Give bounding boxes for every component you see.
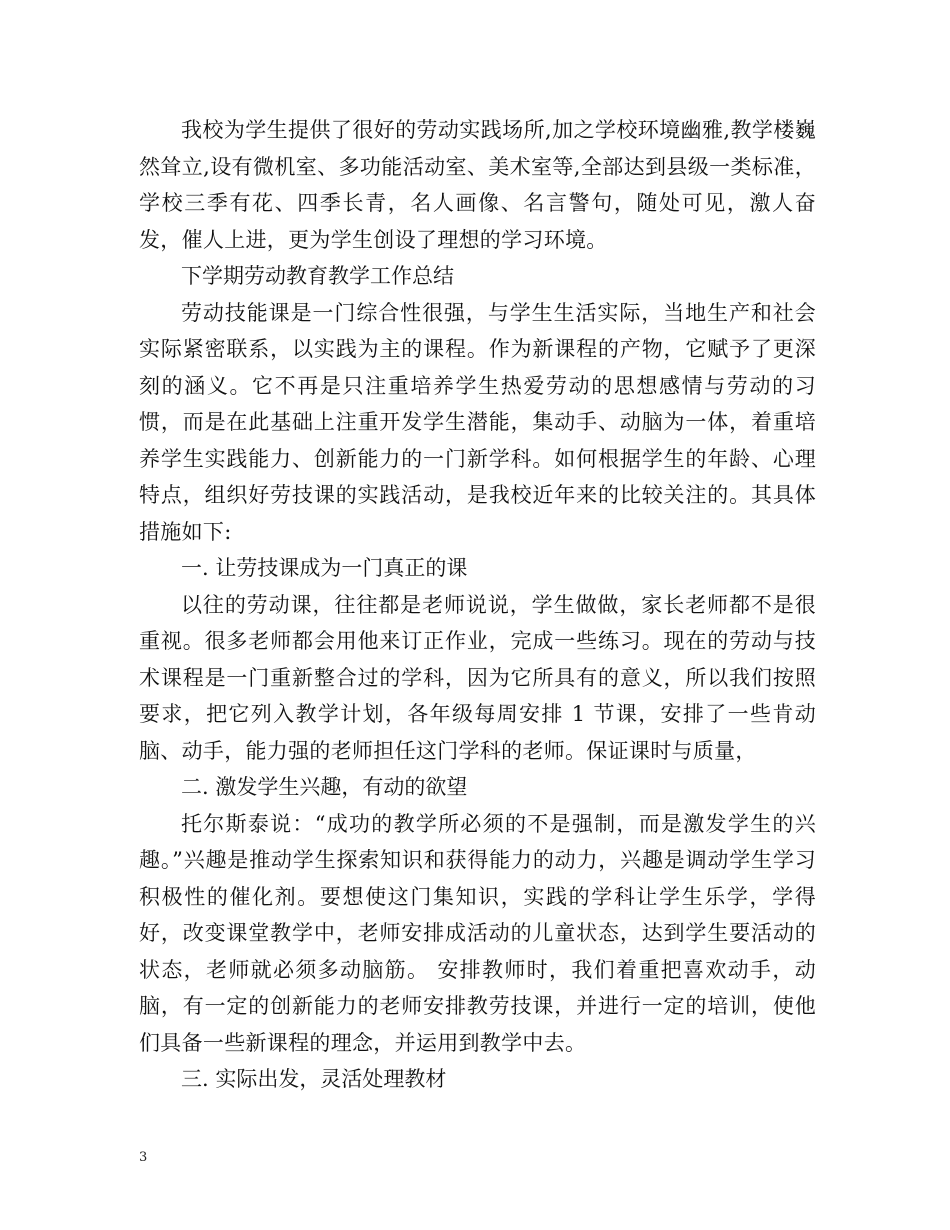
paragraph-point-two: 托尔斯泰说：“成功的教学所必须的不是强制，而是激发学生的兴趣。”兴趣是推动学生探索知识和获得能力的动力，兴趣是调动学生学习积极性的催化剂。要想使这门集知识，实践的学科让学生乐学，学得好，改变课堂教学中，老师安排成活动的儿童状态，达到学生要活动的状态，老师就必须多动脑筋。 安排教师时，我们着重把喜欢动手，动脑，有一定的创新能力的老师安排教劳技课，并进行一定的培训，使他们具备一些新课程的理念，并运用到教学中去。 [139, 811, 816, 1055]
heading-point-one: 一. 让劳技课成为一门真正的课 [181, 556, 468, 580]
heading-point-three: 三. 实际出发，灵活处理教材 [181, 1067, 447, 1091]
paragraph-point-one: 以往的劳动课，往往都是老师说说，学生做做，家长老师都不是很重视。很多老师都会用他来订正作业，完成一些练习。现在的劳动与技术课程是一门重新整合过的学科，因为它所具有的意义，所以我们按照要求，把它列入教学计划，各年级每周安排 1 节课，安排了一些肯动脑、动手，能力强的老师担任这门学科的老师。保证课时与质量， [139, 592, 816, 763]
section-title-summary: 下学期劳动教育教学工作总结 [181, 264, 454, 288]
paragraph-school-environment: 我校为学生提供了很好的劳动实践场所,加之学校环境幽雅,教学楼巍然耸立,设有微机室、多功能活动室、美术室等,全部达到县级一类标准，学校三季有花、四季长青，名人画像、名言警句，随处可见，激人奋发，催人上进，更为学生创设了理想的学习环境。 [139, 118, 816, 252]
heading-point-two: 二. 激发学生兴趣，有动的欲望 [181, 775, 468, 799]
paragraph-course-intro: 劳动技能课是一门综合性很强，与学生生活实际，当地生产和社会实际紧密联系，以实践为主的课程。作为新课程的产物，它赋予了更深刻的涵义。它不再是只注重培养学生热爱劳动的思想感情与劳动的习惯，而是在此基础上注重开发学生潜能，集动手、动脑为一体，着重培养学生实践能力、创新能力的一门新学科。如何根据学生的年龄、心理特点，组织好劳技课的实践活动，是我校近年来的比较关注的。其具体措施如下: [139, 300, 816, 544]
page-number: 3 [139, 1150, 148, 1165]
document-body [139, 112, 816, 1098]
